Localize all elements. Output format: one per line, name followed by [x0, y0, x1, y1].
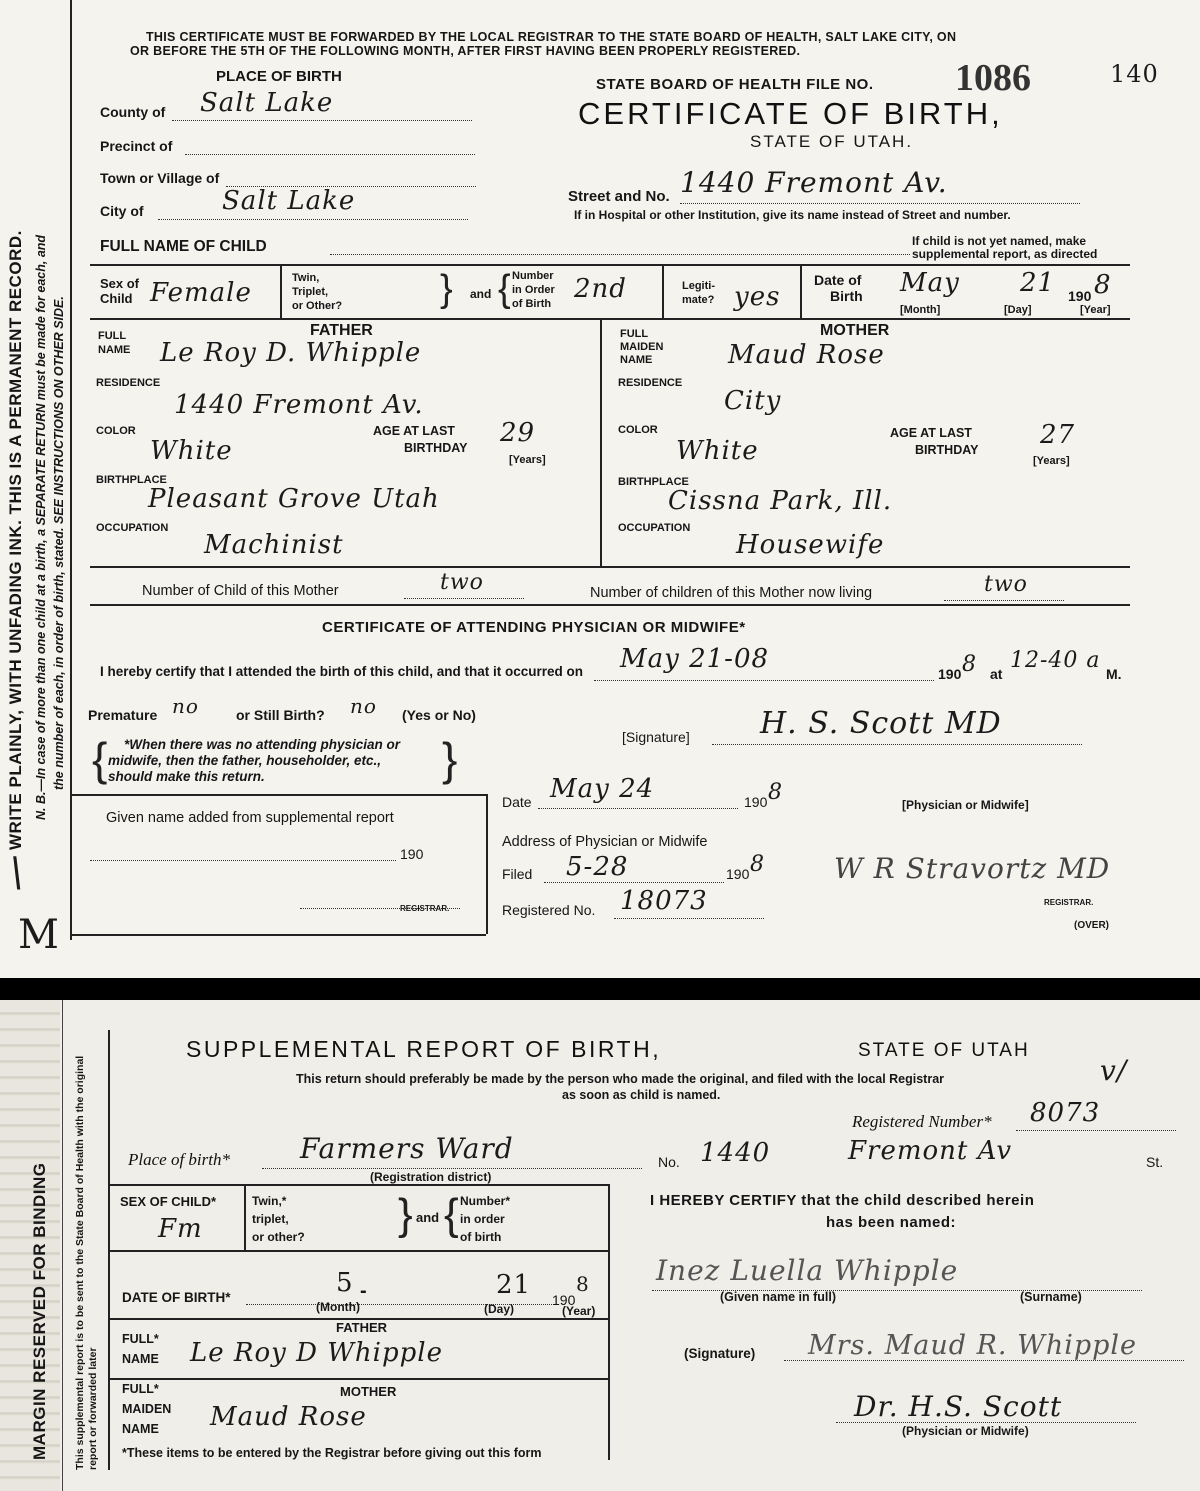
stillbirth-label: or Still Birth? — [236, 707, 325, 723]
and-label: and — [470, 287, 492, 301]
and-label: and — [416, 1210, 440, 1225]
legit-label-2: mate? — [682, 294, 715, 306]
physician-heading: CERTIFICATE OF ATTENDING PHYSICIAN OR MIDWIFE* — [322, 619, 746, 636]
dob-label-2: Birth — [830, 288, 863, 304]
month-label: [Month] — [900, 304, 941, 316]
supplemental-dob-month: 5 — [336, 1268, 354, 1298]
twin-2: triplet, — [252, 1212, 289, 1226]
given-name-label: Given name added from supplemental report — [106, 810, 394, 826]
corner-number: 140 — [1110, 60, 1159, 88]
note-1: *When there was no attending physician or — [124, 737, 401, 752]
supplemental-month-label: (Month) — [316, 1300, 360, 1314]
father-occupation: Machinist — [204, 530, 344, 560]
twin-label-1: Twin, — [292, 272, 320, 284]
living-number: two — [984, 572, 1028, 597]
twin-label-3: or Other? — [292, 300, 343, 312]
supplemental-side-note: This supplemental report is to be sent to the State Board of Health with the original report or forwarded later — [74, 1055, 99, 1470]
sex-of-child-label: SEX OF CHILD* — [120, 1194, 217, 1209]
supplemental-report: MARGIN RESERVED FOR BINDING This supplemental report is to be sent to the State Board of Health with the original report or forwarded later SUPPLEMENTAL REPORT OF BIRTH, STATE OF UTAH This return should preferably be made by the person who made the original, and filed with the local Registrar as soon as child is named. v/ Registered Number* 8073 Place of birth* Farmers Ward (Registration district) No. 1440 Fremont Av St. SEX OF CHILD* Fm Twin,* triplet, or other? } and { Number* in order of birth DATE OF BIRTH* 5 - 21 190 8 (Month) (Day) (Year) FATHER FULL* NAME Le Roy D Whipple MOTHER FULL* MAIDEN NAME Maud Rose *These items to be entered by the Registrar before giving out this form I HEREBY CERTIFY that the child described herein has been named: Inez Luella Whipple (Given name in full) (Surname) (Signature) Mrs. Maud R. Whipple Dr. H.S. Scott (Physician or Midwife) — [0, 1000, 1200, 1491]
town-label: Town or Village of — [100, 170, 220, 186]
supplemental-title: SUPPLEMENTAL REPORT OF BIRTH, — [186, 1036, 662, 1062]
father-full-label: FULL — [98, 330, 127, 342]
note-3: should make this return. — [108, 769, 265, 784]
occurred-year: 8 — [962, 652, 977, 677]
street-number: 1440 — [700, 1138, 771, 1168]
sex-label-2: Child — [100, 291, 133, 306]
num-1: Number* — [460, 1194, 511, 1208]
form-left-border — [70, 0, 72, 940]
given-registrar-label: REGISTRAR. — [400, 904, 450, 913]
filed-year-prefix: 190 — [726, 866, 750, 882]
father-age: 29 — [500, 418, 536, 448]
mother-age-label-2: BIRTHDAY — [915, 443, 979, 457]
legit-value: yes — [734, 282, 781, 312]
date-label: Date — [502, 794, 532, 810]
stillbirth-value: no — [350, 694, 377, 718]
child-number-label: Number of Child of this Mother — [142, 583, 339, 599]
day-label: [Day] — [1004, 304, 1032, 316]
mother-name: Maud Rose — [728, 340, 885, 370]
father-name: Le Roy D. Whipple — [160, 338, 422, 368]
father-birthplace: Pleasant Grove Utah — [148, 484, 440, 514]
dob-day: 21 — [1020, 268, 1056, 298]
mother-residence: City — [724, 386, 782, 416]
supplemental-dob-year: 8 — [576, 1272, 590, 1296]
m-label: M. — [1106, 666, 1122, 682]
precinct-label: Precinct of — [100, 138, 173, 154]
certify-line-2: has been named: — [826, 1214, 957, 1231]
sex-label-1: Sex of — [100, 276, 140, 291]
sex-value: Female — [150, 278, 252, 308]
supplemental-mother-full-label: FULL* — [122, 1382, 159, 1396]
city-label: City of — [100, 203, 144, 219]
father-birthplace-label: BIRTHPLACE — [96, 474, 167, 486]
supplemental-father-name: Le Roy D Whipple — [190, 1338, 443, 1368]
street-value: 1440 Fremont Av. — [680, 166, 948, 199]
place-of-birth-heading: PLACE OF BIRTH — [216, 68, 342, 85]
occurred-year-prefix: 190 — [938, 666, 962, 682]
mother-birthplace: Cissna Park, Ill. — [668, 486, 893, 516]
dob-label-1: Date of — [814, 272, 862, 288]
certify-line-1: I HEREBY CERTIFY that the child described herein — [650, 1192, 1035, 1209]
file-no-label: STATE BOARD OF HEALTH FILE NO. — [596, 76, 874, 93]
mother-heading: MOTHER — [820, 322, 890, 339]
father-years-label: [Years] — [509, 454, 546, 466]
num-2: in order — [460, 1212, 505, 1226]
given-year-prefix: 190 — [400, 846, 424, 862]
supplemental-check-mark: v/ — [1100, 1054, 1128, 1087]
street-label: Street and No. — [568, 188, 670, 205]
twin-3: or other? — [252, 1230, 305, 1244]
certificate-subtitle: STATE OF UTAH. — [750, 132, 914, 151]
registered-no-label: Registered No. — [502, 902, 596, 918]
father-color: White — [150, 436, 233, 466]
mother-name-label: NAME — [620, 354, 653, 366]
date-value: May 24 — [550, 774, 655, 804]
supplemental-mother-maiden-label: MAIDEN — [122, 1402, 172, 1416]
child-number: two — [440, 570, 484, 595]
father-occupation-label: OCCUPATION — [96, 522, 169, 534]
mother-color: White — [676, 436, 759, 466]
filed-label: Filed — [502, 866, 533, 882]
dob-month: May — [900, 268, 960, 298]
side-text-note: N. B.—In case of more than one child at a birth, a SEPARATE RETURN must be made for each, and — [34, 234, 48, 820]
father-age-label-1: AGE AT LAST — [373, 424, 455, 438]
county-value: Salt Lake — [200, 88, 334, 118]
legit-label-1: Legiti- — [682, 280, 715, 292]
supplemental-mother-name: Maud Rose — [210, 1402, 367, 1432]
occurred-date: May 21-08 — [620, 644, 770, 674]
certificate-title: CERTIFICATE OF BIRTH, — [578, 96, 1003, 131]
father-residence: 1440 Fremont Av. — [174, 390, 424, 420]
filed-year: 8 — [750, 852, 765, 877]
supplemental-father-name-label: NAME — [122, 1352, 159, 1366]
certify-text: I hereby certify that I attended the birth of this child, and that it occurred on — [100, 664, 584, 679]
father-heading: FATHER — [310, 322, 373, 339]
father-color-label: COLOR — [96, 425, 136, 437]
order-label-3: of Birth — [512, 298, 552, 310]
father-residence-label: RESIDENCE — [96, 377, 161, 389]
date-year: 8 — [768, 780, 783, 805]
order-value: 2nd — [574, 274, 627, 304]
mother-birthplace-label: BIRTHPLACE — [618, 476, 689, 488]
filed-value: 5-28 — [566, 852, 629, 882]
mother-age: 27 — [1040, 420, 1076, 450]
mother-color-label: COLOR — [618, 424, 658, 436]
unnamed-note-1: If child is not yet named, make — [912, 234, 1087, 248]
date-year-prefix: 190 — [744, 794, 768, 810]
supplemental-mother-name-label: NAME — [122, 1422, 159, 1436]
supplemental-year-label: (Year) — [562, 1304, 596, 1318]
physician-midwife-label: [Physician or Midwife] — [902, 798, 1029, 812]
signature-label: [Signature] — [622, 729, 690, 745]
dob-year-prefix: 190 — [1068, 288, 1092, 304]
physician-signature: H. S. Scott MD — [760, 706, 1002, 741]
supplemental-physician-label: (Physician or Midwife) — [902, 1424, 1029, 1438]
registrar-label: REGISTRAR. — [1044, 898, 1094, 907]
order-label-1: Number — [512, 270, 554, 282]
supplemental-mother-heading: MOTHER — [340, 1384, 397, 1399]
father-name-label: NAME — [98, 344, 131, 356]
side-text-permanent-record: WRITE PLAINLY, WITH UNFADING INK. THIS IS A PERMANENT RECORD. — [6, 230, 25, 850]
forwarding-notice-1: THIS CERTIFICATE MUST BE FORWARDED BY THE LOCAL REGISTRAR TO THE STATE BOARD OF HEALTH, SALT LAKE CITY, ON — [146, 30, 957, 44]
registration-district-label: (Registration district) — [370, 1170, 492, 1184]
registered-no: 18073 — [620, 886, 708, 916]
living-label: Number of children of this Mother now living — [590, 585, 873, 601]
supplemental-state: STATE OF UTAH — [858, 1040, 1030, 1061]
over-label: (OVER) — [1074, 920, 1109, 931]
place-of-birth-label: Place of birth* — [128, 1150, 230, 1169]
supplemental-father-full-label: FULL* — [122, 1332, 159, 1346]
supplemental-signature-label: (Signature) — [684, 1346, 756, 1361]
registered-number-label: Registered Number* — [852, 1112, 992, 1131]
twin-1: Twin,* — [252, 1194, 287, 1208]
occurred-time: 12-40 a — [1010, 648, 1101, 673]
supplemental-dob-label: DATE OF BIRTH* — [122, 1290, 231, 1305]
place-of-birth: Farmers Ward — [300, 1132, 514, 1165]
mother-residence-label: RESIDENCE — [618, 377, 683, 389]
street-name: Fremont Av — [848, 1136, 1013, 1166]
yes-no-label: (Yes or No) — [402, 707, 476, 723]
given-name-label: (Given name in full) — [720, 1290, 836, 1304]
supplemental-day-label: (Day) — [484, 1302, 515, 1316]
no-label: No. — [658, 1154, 680, 1170]
supplemental-physician-signature: Dr. H.S. Scott — [854, 1390, 1063, 1423]
margin-check-mark: \ — [10, 850, 25, 896]
county-label: County of — [100, 104, 166, 120]
surname-label: (Surname) — [1020, 1290, 1082, 1304]
margin-mark: M — [18, 912, 60, 958]
supplemental-intro-2: as soon as child is named. — [562, 1088, 721, 1102]
supplemental-father-heading: FATHER — [336, 1320, 388, 1335]
dob-year: 8 — [1094, 270, 1112, 300]
twin-label-2: Triplet, — [292, 286, 329, 298]
birth-certificate: WRITE PLAINLY, WITH UNFADING INK. THIS IS A PERMANENT RECORD. N. B.—In case of more than one child at a birth, a SEPARATE RETURN must be made for each, and the number of each, in order of birth, stated. SEE INSTRUCTIONS ON OTHER SIDE. \ THIS CERTIFICATE MUST BE FORWARDED BY THE LOCAL REGISTRAR TO THE STATE BOARD OF HEALTH, SALT LAKE CITY, ON OR BEFORE THE 5TH OF THE FOLLOWING MONTH, AFTER FIRST HAVING BEEN PROPERLY REGISTERED. PLACE OF BIRTH STATE BOARD OF HEALTH FILE NO. 1086 140 CERTIFICATE OF BIRTH, STATE OF UTAH. County of Salt Lake Precinct of Town or Village of City of Salt Lake Street and No. 1440 Fremont Av. If in Hospital or other Institution, give its name instead of Street and number. FULL NAME OF CHILD If child is not yet named, make supplemental report, as directed Sex of Child Female Twin, Triplet, or Other? } and { Number in Order of Birth 2nd Legiti- mate? yes Date of Birth May 21 190 8 [Month] [Day] [Year] FULL NAME FATHER Le Roy D. Whipple RESIDENCE 1440 Fremont Av. COLOR White AGE AT LAST BIRTHDAY 29 [Years] BIRTHPLACE Pleasant Grove Utah OCCUPATION Machinist FULL MAIDEN NAME MOTHER Maud Rose RESIDENCE City COLOR White AGE AT LAST BIRTHDAY 27 [Years] BIRTHPLACE Cissna Park, Ill. OCCUPATION Housewife Number of Child of this Mother two Number of children of this Mother now living two CERTIFICATE OF ATTENDING PHYSICIAN OR MIDWIFE* I hereby certify that I attended the birth of this child, and that it occurred on May 21-08 190 8 at 12-40 a M. Premature no or Still Birth? no (Yes or No) { *When there was no attending physician or midwife, then the father, householder, etc., should make this return. } [Signature] H. S. Scott MD Given name added from supplemental report 190 REGISTRAR. Date May 24 190 8 [Physician or Midwife] Address of Physician or Midwife Filed 5-28 190 8 W R Stravortz MD REGISTRAR. Registered No. 18073 (OVER) M — [0, 0, 1200, 978]
premature-value: no — [172, 694, 199, 718]
st-label: St. — [1146, 1154, 1164, 1170]
order-label-2: in Order — [512, 284, 555, 296]
supplemental-footnote: *These items to be entered by the Registrar before giving out this form — [122, 1446, 542, 1460]
file-no-value: 1086 — [955, 57, 1031, 99]
mother-occupation-label: OCCUPATION — [618, 522, 691, 534]
note-2: midwife, then the father, householder, etc., — [108, 753, 382, 768]
unnamed-note-2: supplemental report, as directed — [912, 247, 1098, 261]
supplemental-intro-1: This return should preferably be made by the person who made the original, and filed with the local Registrar — [296, 1072, 945, 1086]
registered-number: 8073 — [1030, 1098, 1101, 1128]
margin-text: MARGIN RESERVED FOR BINDING — [30, 1162, 49, 1460]
year-label: [Year] — [1080, 304, 1111, 316]
supplemental-dob-day: 21 — [496, 1270, 532, 1300]
address-label: Address of Physician or Midwife — [502, 834, 708, 850]
num-3: of birth — [460, 1230, 502, 1244]
mother-full-label: FULL — [620, 328, 649, 340]
premature-label: Premature — [88, 707, 158, 723]
mother-age-label-1: AGE AT LAST — [890, 426, 972, 440]
supplemental-dob-year-prefix: 190 — [552, 1292, 576, 1308]
mother-years-label: [Years] — [1033, 455, 1070, 467]
sex-of-child: Fm — [158, 1214, 203, 1244]
at-label: at — [990, 666, 1003, 682]
child-given-name: Inez Luella Whipple — [656, 1254, 959, 1287]
side-text-instructions: the number of each, in order of birth, stated. SEE INSTRUCTIONS ON OTHER SIDE. — [52, 296, 66, 790]
mother-maiden-label: MAIDEN — [620, 341, 664, 353]
father-age-label-2: BIRTHDAY — [404, 441, 468, 455]
child-name-label: FULL NAME OF CHILD — [100, 238, 267, 255]
registrar-signature: W R Stravortz MD — [834, 852, 1111, 885]
forwarding-notice-2: OR BEFORE THE 5TH OF THE FOLLOWING MONTH, AFTER FIRST HAVING BEEN PROPERLY REGISTERED. — [130, 44, 801, 58]
mother-occupation: Housewife — [736, 530, 885, 560]
city-value: Salt Lake — [222, 186, 356, 216]
hospital-note: If in Hospital or other Institution, give its name instead of Street and number. — [574, 208, 1011, 222]
parent-signature: Mrs. Maud R. Whipple — [808, 1330, 1138, 1361]
